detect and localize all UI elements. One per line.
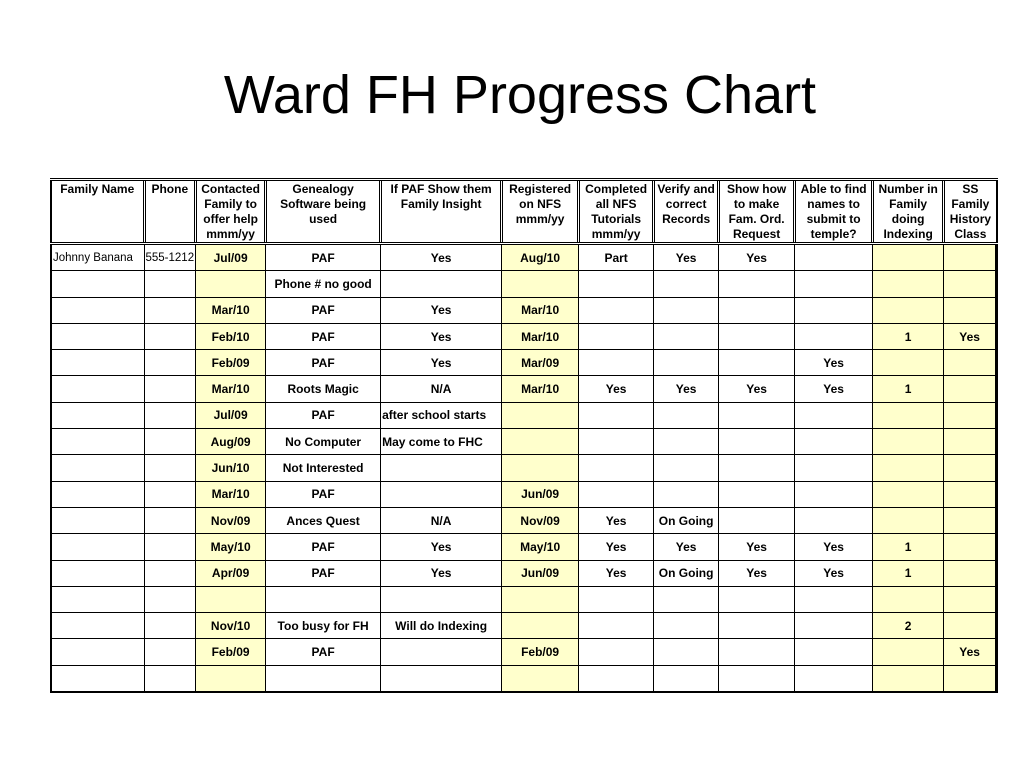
- cell-indexing: [873, 665, 944, 692]
- cell-paf-insight: Yes: [381, 323, 502, 349]
- cell-completed-tutorials: [579, 271, 654, 297]
- table-row: [51, 323, 997, 349]
- cell-family-name: [51, 297, 144, 323]
- cell-indexing: 1: [873, 560, 944, 586]
- cell-family-name: [51, 560, 144, 586]
- cell-completed-tutorials: [579, 639, 654, 665]
- cell-temple-names: [795, 271, 873, 297]
- cell-verify-records: On Going: [654, 507, 719, 533]
- cell-paf-insight: Will do Indexing: [381, 613, 502, 639]
- cell-temple-names: [795, 481, 873, 507]
- cell-completed-tutorials: [579, 586, 654, 612]
- cell-phone: [144, 402, 196, 428]
- cell-family-name: [51, 271, 144, 297]
- cell-family-name: [51, 639, 144, 665]
- cell-software: Phone # no good: [266, 271, 381, 297]
- cell-software: PAF: [266, 402, 381, 428]
- table-row: [51, 639, 997, 665]
- header-ord-request: Show how to make Fam. Ord. Request: [719, 180, 795, 244]
- cell-family-name: [51, 613, 144, 639]
- cell-completed-tutorials: Yes: [579, 560, 654, 586]
- cell-software: PAF: [266, 323, 381, 349]
- cell-ord-request: [719, 297, 795, 323]
- cell-registered-nfs: Jun/09: [502, 481, 579, 507]
- cell-paf-insight: Yes: [381, 297, 502, 323]
- table-row: [51, 429, 997, 455]
- header-temple-names: Able to find names to submit to temple?: [795, 180, 873, 244]
- cell-software: Not Interested: [266, 455, 381, 481]
- cell-completed-tutorials: Part: [579, 244, 654, 271]
- table-row: [51, 455, 997, 481]
- cell-ord-request: [719, 507, 795, 533]
- header-phone: Phone: [144, 180, 196, 244]
- cell-completed-tutorials: [579, 323, 654, 349]
- cell-ss-class: [944, 429, 997, 455]
- cell-ss-class: [944, 350, 997, 376]
- cell-phone: [144, 507, 196, 533]
- cell-paf-insight: [381, 586, 502, 612]
- cell-temple-names: [795, 402, 873, 428]
- cell-verify-records: [654, 350, 719, 376]
- cell-ord-request: [719, 665, 795, 692]
- cell-paf-insight: [381, 271, 502, 297]
- cell-phone: [144, 429, 196, 455]
- cell-completed-tutorials: [579, 455, 654, 481]
- cell-indexing: [873, 271, 944, 297]
- cell-indexing: 1: [873, 376, 944, 402]
- table-row: [51, 613, 997, 639]
- cell-phone: [144, 297, 196, 323]
- cell-indexing: 1: [873, 323, 944, 349]
- cell-software: Too busy for FH: [266, 613, 381, 639]
- cell-contacted: Jul/09: [196, 402, 266, 428]
- cell-ord-request: [719, 613, 795, 639]
- cell-verify-records: On Going: [654, 560, 719, 586]
- table-row: [51, 244, 997, 271]
- cell-registered-nfs: Nov/09: [502, 507, 579, 533]
- cell-family-name: [51, 350, 144, 376]
- cell-software: PAF: [266, 639, 381, 665]
- cell-contacted: Jul/09: [196, 244, 266, 271]
- cell-completed-tutorials: Yes: [579, 376, 654, 402]
- header-contacted: Contacted Family to offer help mmm/yy: [196, 180, 266, 244]
- header-paf-insight: If PAF Show them Family Insight: [381, 180, 502, 244]
- cell-completed-tutorials: [579, 402, 654, 428]
- cell-registered-nfs: Aug/10: [502, 244, 579, 271]
- cell-ss-class: [944, 244, 997, 271]
- cell-phone: [144, 481, 196, 507]
- cell-family-name: [51, 402, 144, 428]
- cell-software: No Computer: [266, 429, 381, 455]
- cell-indexing: [873, 402, 944, 428]
- cell-software: PAF: [266, 297, 381, 323]
- table-row: [51, 271, 997, 297]
- header-completed-tutorials: Completed all NFS Tutorials mmm/yy: [579, 180, 654, 244]
- cell-ord-request: Yes: [719, 534, 795, 560]
- cell-registered-nfs: [502, 429, 579, 455]
- cell-indexing: [873, 507, 944, 533]
- cell-registered-nfs: Mar/10: [502, 323, 579, 349]
- cell-temple-names: [795, 507, 873, 533]
- cell-ord-request: Yes: [719, 244, 795, 271]
- header-family-name: Family Name: [51, 180, 144, 244]
- cell-temple-names: [795, 586, 873, 612]
- table-row: [51, 481, 997, 507]
- cell-phone: [144, 376, 196, 402]
- cell-family-name: [51, 665, 144, 692]
- cell-contacted: Jun/10: [196, 455, 266, 481]
- cell-phone: [144, 534, 196, 560]
- cell-registered-nfs: Mar/10: [502, 297, 579, 323]
- cell-family-name: [51, 481, 144, 507]
- cell-software: PAF: [266, 560, 381, 586]
- cell-temple-names: [795, 429, 873, 455]
- cell-contacted: Mar/10: [196, 481, 266, 507]
- cell-ord-request: [719, 455, 795, 481]
- table-row: [51, 507, 997, 533]
- cell-software: PAF: [266, 534, 381, 560]
- cell-registered-nfs: [502, 455, 579, 481]
- cell-paf-insight: Yes: [381, 560, 502, 586]
- table-row: [51, 560, 997, 586]
- cell-temple-names: [795, 455, 873, 481]
- cell-paf-insight: [381, 665, 502, 692]
- cell-paf-insight: Yes: [381, 244, 502, 271]
- cell-indexing: [873, 586, 944, 612]
- cell-paf-insight: N/A: [381, 376, 502, 402]
- cell-ss-class: [944, 560, 997, 586]
- cell-ss-class: [944, 271, 997, 297]
- cell-ss-class: [944, 613, 997, 639]
- cell-software: Ances Quest: [266, 507, 381, 533]
- cell-indexing: [873, 244, 944, 271]
- cell-phone: [144, 323, 196, 349]
- header-indexing: Number in Family doing Indexing: [873, 180, 944, 244]
- cell-contacted: Nov/10: [196, 613, 266, 639]
- cell-ord-request: [719, 323, 795, 349]
- cell-ord-request: [719, 350, 795, 376]
- cell-phone: 555-1212: [144, 244, 196, 271]
- header-ss-class: SS Family History Class: [944, 180, 997, 244]
- cell-verify-records: [654, 429, 719, 455]
- cell-software: Roots Magic: [266, 376, 381, 402]
- cell-software: [266, 665, 381, 692]
- slide-title: Ward FH Progress Chart: [223, 65, 817, 125]
- cell-completed-tutorials: [579, 665, 654, 692]
- cell-registered-nfs: [502, 402, 579, 428]
- cell-indexing: 1: [873, 534, 944, 560]
- cell-ss-class: Yes: [944, 639, 997, 665]
- cell-temple-names: [795, 665, 873, 692]
- cell-verify-records: [654, 297, 719, 323]
- cell-contacted: [196, 586, 266, 612]
- cell-completed-tutorials: Yes: [579, 507, 654, 533]
- cell-contacted: May/10: [196, 534, 266, 560]
- cell-completed-tutorials: [579, 350, 654, 376]
- cell-ord-request: [719, 429, 795, 455]
- cell-verify-records: [654, 586, 719, 612]
- cell-phone: [144, 271, 196, 297]
- header-registered-nfs: Registered on NFS mmm/yy: [502, 180, 579, 244]
- cell-temple-names: [795, 323, 873, 349]
- cell-phone: [144, 560, 196, 586]
- cell-verify-records: [654, 402, 719, 428]
- cell-indexing: 2: [873, 613, 944, 639]
- progress-table: [50, 178, 998, 693]
- cell-ord-request: [719, 586, 795, 612]
- cell-family-name: [51, 455, 144, 481]
- cell-completed-tutorials: [579, 429, 654, 455]
- cell-software: PAF: [266, 244, 381, 271]
- cell-family-name: [51, 586, 144, 612]
- cell-ss-class: [944, 586, 997, 612]
- cell-registered-nfs: [502, 665, 579, 692]
- cell-verify-records: Yes: [654, 244, 719, 271]
- cell-ss-class: [944, 481, 997, 507]
- header-verify-records: Verify and correct Records: [654, 180, 719, 244]
- cell-temple-names: Yes: [795, 534, 873, 560]
- cell-registered-nfs: May/10: [502, 534, 579, 560]
- cell-paf-insight: N/A: [381, 507, 502, 533]
- cell-temple-names: Yes: [795, 376, 873, 402]
- cell-contacted: Apr/09: [196, 560, 266, 586]
- cell-registered-nfs: [502, 613, 579, 639]
- cell-software: PAF: [266, 350, 381, 376]
- cell-temple-names: [795, 639, 873, 665]
- cell-verify-records: Yes: [654, 534, 719, 560]
- cell-verify-records: [654, 481, 719, 507]
- cell-phone: [144, 639, 196, 665]
- cell-verify-records: [654, 455, 719, 481]
- cell-family-name: [51, 507, 144, 533]
- cell-contacted: Nov/09: [196, 507, 266, 533]
- cell-family-name: [51, 323, 144, 349]
- table-row: [51, 350, 997, 376]
- cell-software: PAF: [266, 481, 381, 507]
- cell-contacted: [196, 665, 266, 692]
- cell-paf-insight: after school starts: [381, 402, 502, 428]
- cell-ord-request: [719, 271, 795, 297]
- cell-phone: [144, 613, 196, 639]
- table-row: [51, 665, 997, 692]
- cell-contacted: [196, 271, 266, 297]
- cell-indexing: [873, 297, 944, 323]
- cell-family-name: [51, 429, 144, 455]
- cell-completed-tutorials: [579, 613, 654, 639]
- cell-temple-names: [795, 297, 873, 323]
- cell-family-name: [51, 534, 144, 560]
- cell-contacted: Feb/10: [196, 323, 266, 349]
- header-row: [51, 180, 997, 244]
- cell-registered-nfs: [502, 271, 579, 297]
- cell-registered-nfs: Mar/10: [502, 376, 579, 402]
- cell-ss-class: [944, 455, 997, 481]
- table-row: [51, 376, 997, 402]
- cell-temple-names: [795, 244, 873, 271]
- cell-verify-records: [654, 639, 719, 665]
- cell-indexing: [873, 350, 944, 376]
- cell-ord-request: Yes: [719, 560, 795, 586]
- cell-paf-insight: Yes: [381, 534, 502, 560]
- table-row: [51, 534, 997, 560]
- cell-paf-insight: Yes: [381, 350, 502, 376]
- cell-ss-class: Yes: [944, 323, 997, 349]
- cell-ss-class: [944, 376, 997, 402]
- cell-family-name: [51, 376, 144, 402]
- cell-phone: [144, 350, 196, 376]
- cell-ss-class: [944, 534, 997, 560]
- cell-phone: [144, 586, 196, 612]
- cell-verify-records: [654, 665, 719, 692]
- cell-contacted: Aug/09: [196, 429, 266, 455]
- cell-ss-class: [944, 507, 997, 533]
- header-software: Genealogy Software being used: [266, 180, 381, 244]
- cell-verify-records: [654, 323, 719, 349]
- table-row: [51, 402, 997, 428]
- cell-completed-tutorials: [579, 297, 654, 323]
- cell-paf-insight: [381, 481, 502, 507]
- cell-software: [266, 586, 381, 612]
- cell-completed-tutorials: Yes: [579, 534, 654, 560]
- cell-ord-request: Yes: [719, 376, 795, 402]
- cell-contacted: Feb/09: [196, 639, 266, 665]
- cell-verify-records: [654, 613, 719, 639]
- cell-registered-nfs: Feb/09: [502, 639, 579, 665]
- cell-contacted: Feb/09: [196, 350, 266, 376]
- cell-contacted: Mar/10: [196, 376, 266, 402]
- cell-paf-insight: [381, 455, 502, 481]
- cell-verify-records: Yes: [654, 376, 719, 402]
- cell-registered-nfs: Mar/09: [502, 350, 579, 376]
- cell-contacted: Mar/10: [196, 297, 266, 323]
- cell-registered-nfs: [502, 586, 579, 612]
- table-row: [51, 586, 997, 612]
- cell-ord-request: [719, 402, 795, 428]
- cell-temple-names: Yes: [795, 560, 873, 586]
- cell-ord-request: [719, 481, 795, 507]
- cell-paf-insight: [381, 639, 502, 665]
- cell-ss-class: [944, 665, 997, 692]
- table-row: [51, 297, 997, 323]
- cell-indexing: [873, 481, 944, 507]
- cell-indexing: [873, 455, 944, 481]
- cell-ord-request: [719, 639, 795, 665]
- cell-indexing: [873, 429, 944, 455]
- cell-verify-records: [654, 271, 719, 297]
- cell-phone: [144, 665, 196, 692]
- cell-paf-insight: May come to FHC: [381, 429, 502, 455]
- cell-indexing: [873, 639, 944, 665]
- cell-ss-class: [944, 297, 997, 323]
- cell-temple-names: Yes: [795, 350, 873, 376]
- cell-temple-names: [795, 613, 873, 639]
- cell-family-name: Johnny Banana: [51, 244, 144, 271]
- cell-ss-class: [944, 402, 997, 428]
- cell-completed-tutorials: [579, 481, 654, 507]
- cell-phone: [144, 455, 196, 481]
- cell-registered-nfs: Jun/09: [502, 560, 579, 586]
